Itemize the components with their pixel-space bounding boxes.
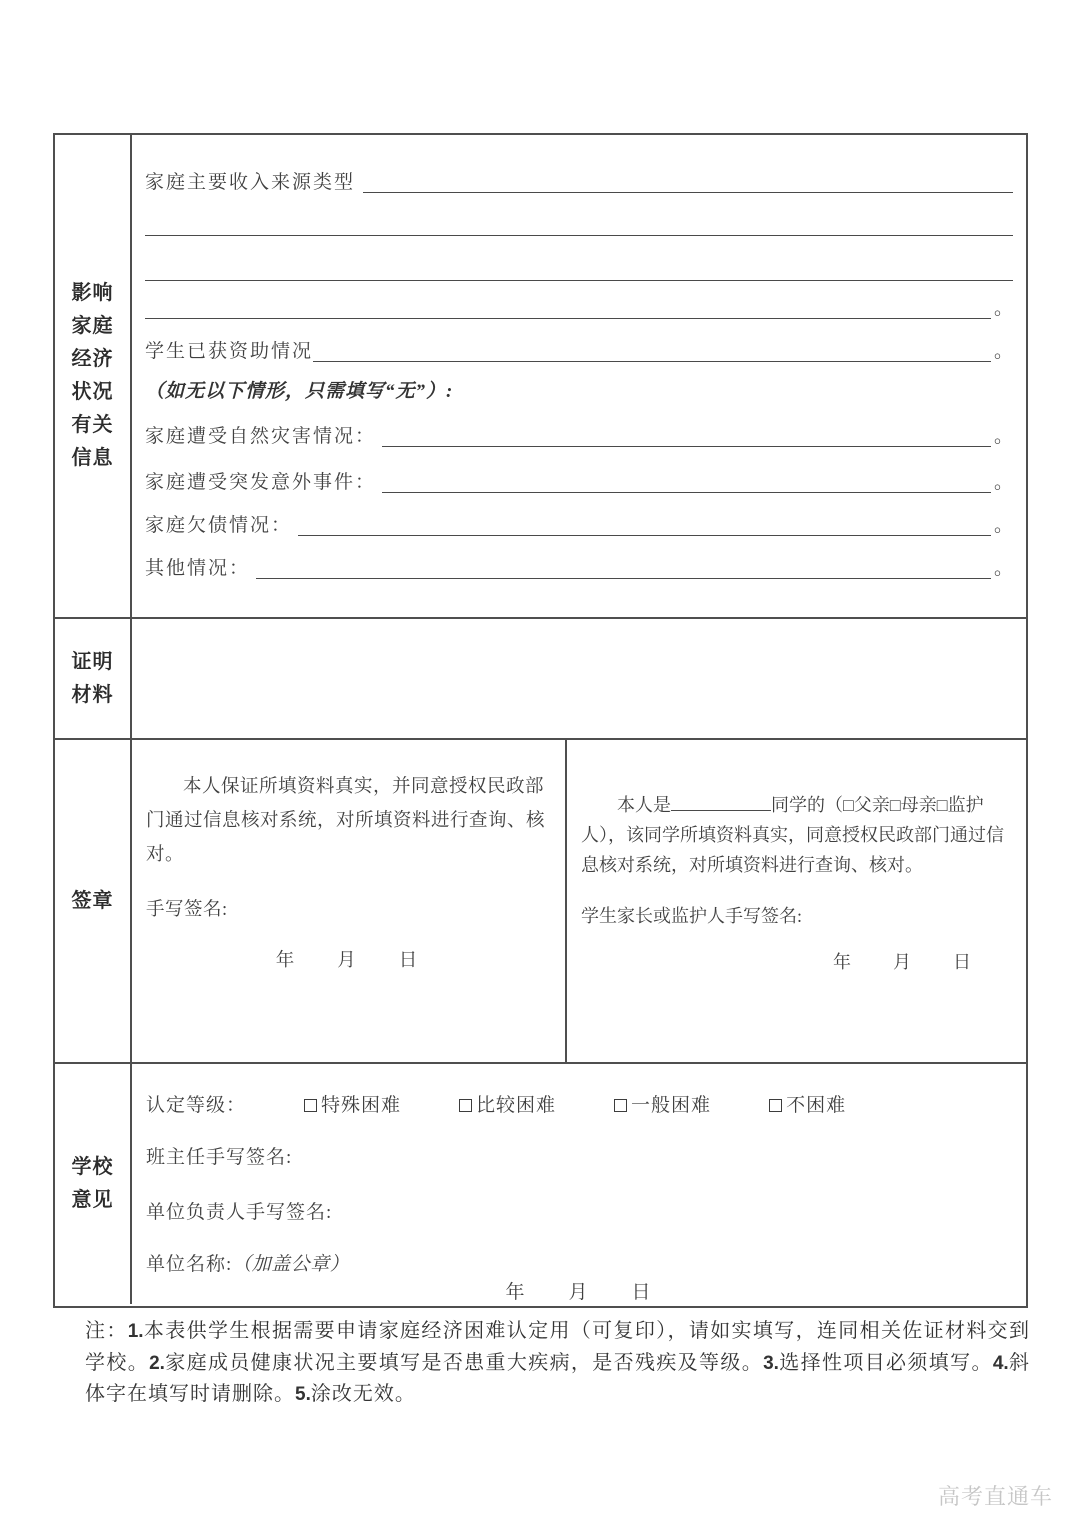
other-line: [145, 536, 1013, 579]
family-info-content: [132, 135, 1026, 617]
section-label-signature-cell: [55, 740, 132, 1062]
row-proof-materials: [55, 619, 1026, 740]
guardian-sign-label: 学生家长或监护人手写签名:: [581, 906, 802, 926]
guardian-statement: [581, 790, 1013, 880]
grade-option-label: 不困难: [786, 1095, 847, 1116]
note-number-2: 2.: [149, 1352, 165, 1374]
natural-disaster-line: [145, 402, 1013, 447]
income-continuation-field-1[interactable]: [145, 235, 1013, 236]
grade-label: 认定等级：: [146, 1095, 247, 1116]
note-text-3: 选择性项目必须填写。: [778, 1351, 993, 1374]
note-text-5: 涂改无效。: [310, 1383, 416, 1405]
income-source-line: [145, 145, 1013, 193]
form-notes: [85, 1316, 1030, 1411]
natural-disaster-field[interactable]: [382, 446, 991, 447]
unit-name-line: [146, 1223, 1012, 1275]
other-field[interactable]: [256, 578, 991, 579]
period-mark: 。: [993, 558, 1013, 579]
section-label-family-info: 影响家庭经济状况有关信息: [71, 282, 114, 469]
unit-name-label: 单位名称:: [146, 1254, 233, 1275]
checkbox-icon[interactable]: [459, 1099, 472, 1112]
note-number-3: 3.: [763, 1352, 779, 1374]
guardian-signature-cell: [567, 740, 1026, 1062]
teacher-sign-label: 班主任手写签名:: [146, 1147, 293, 1168]
school-date: 年 月 日: [505, 1282, 653, 1303]
income-continuation-line-1: [145, 193, 1013, 236]
accident-label: 家庭遭受突发意外事件：: [145, 472, 377, 493]
grade-option-label: 一般困难: [631, 1095, 712, 1116]
income-continuation-field-2[interactable]: [145, 280, 1013, 281]
grade-option-label: 特殊困难: [321, 1095, 402, 1116]
school-date-line: [146, 1275, 1012, 1303]
period-mark: 。: [993, 341, 1013, 362]
period-mark: 。: [993, 515, 1013, 536]
grade-option-general: [614, 1096, 711, 1116]
debt-label: 家庭欠债情况：: [145, 515, 293, 536]
income-source-label: 家庭主要收入来源类型: [145, 172, 356, 193]
proof-materials-area[interactable]: [132, 619, 1026, 738]
income-source-field[interactable]: [363, 192, 1013, 193]
student-signature-cell: [132, 740, 567, 1062]
section-label-school: 学校意见: [71, 1156, 114, 1211]
other-label: 其他情况：: [145, 558, 251, 579]
note-number-5: 5.: [295, 1384, 311, 1405]
guardian-student-name-field[interactable]: [671, 793, 771, 811]
row-signatures: [55, 740, 1026, 1064]
period-mark: 。: [993, 472, 1013, 493]
head-sign-label: 单位负责人手写签名:: [146, 1202, 333, 1223]
aid-received-field[interactable]: [313, 361, 991, 362]
school-opinion-content: [132, 1064, 1026, 1304]
note-text-1: 本表供学生根据需要申请家庭经济困难认定用（可复印），请如实填写，连同相关佐证材料交到学校。: [85, 1320, 1031, 1374]
guardian-statement-suffix: 同学的（□父亲□母亲□监护人），该同学所填资料真实，同意授权民政部门通过信息核对系统，对所填资料进行查询、核对。: [581, 795, 1004, 875]
note-text-2: 家庭成员健康状况主要填写是否患重大疾病，是否残疾及等级。: [164, 1351, 764, 1374]
grade-option-label: 比较困难: [476, 1095, 557, 1116]
student-sign-label: 手写签名:: [146, 900, 228, 920]
income-continuation-field-3[interactable]: [145, 318, 991, 319]
aid-received-label: 学生已获资助情况: [145, 341, 314, 362]
income-continuation-line-3: [145, 281, 1013, 319]
income-continuation-line-2: [145, 236, 1013, 281]
accident-field[interactable]: [382, 492, 991, 493]
checkbox-icon[interactable]: [304, 1099, 317, 1112]
aid-received-line: [145, 319, 1013, 362]
student-date-line: 年 月 日: [275, 951, 420, 971]
student-statement: 本人保证所填资料真实，并同意授权民政部门通过信息核对系统，对所填资料进行查询、核对。: [146, 777, 546, 865]
teacher-sign-line: [146, 1116, 1012, 1168]
period-mark: 。: [993, 298, 1013, 319]
grade-option-not-difficult: [769, 1096, 846, 1116]
natural-disaster-label: 家庭遭受自然灾害情况：: [145, 426, 377, 447]
section-label-school-cell: [55, 1064, 132, 1304]
debt-field[interactable]: [298, 535, 991, 536]
conditional-note-line: [145, 362, 1013, 402]
grade-option-relatively: [459, 1096, 556, 1116]
accident-line: [145, 447, 1013, 493]
application-form-table: [53, 133, 1028, 1308]
note-number-4: 4.: [992, 1352, 1009, 1374]
grade-option-special: [304, 1096, 401, 1116]
guardian-date-line: 年 月 日: [833, 952, 973, 972]
debt-line: [145, 493, 1013, 536]
section-label-family-info-cell: [55, 135, 132, 617]
section-label-proof-cell: [55, 619, 132, 738]
checkbox-icon[interactable]: [614, 1099, 627, 1112]
section-label-proof: 证明材料: [71, 650, 114, 706]
conditional-note: （如无以下情形，只需填写“无”）:: [145, 381, 454, 402]
section-label-signature: 签章: [71, 889, 114, 912]
row-school-opinion: [55, 1064, 1026, 1304]
checkbox-icon[interactable]: [769, 1099, 782, 1112]
watermark: 高考直通车: [938, 1484, 1054, 1509]
row-family-economic-info: [55, 135, 1026, 619]
guardian-statement-prefix: 本人是: [617, 795, 671, 815]
note-text-4: 斜体字在填写时请删除。: [85, 1351, 1031, 1405]
grade-line: [146, 1064, 1012, 1116]
note-prefix: 注：: [85, 1320, 128, 1342]
unit-seal-note: （加盖公章）: [232, 1254, 350, 1275]
note-number-1: 1.: [127, 1321, 144, 1342]
period-mark: 。: [993, 426, 1013, 447]
head-sign-line: [146, 1168, 1012, 1223]
